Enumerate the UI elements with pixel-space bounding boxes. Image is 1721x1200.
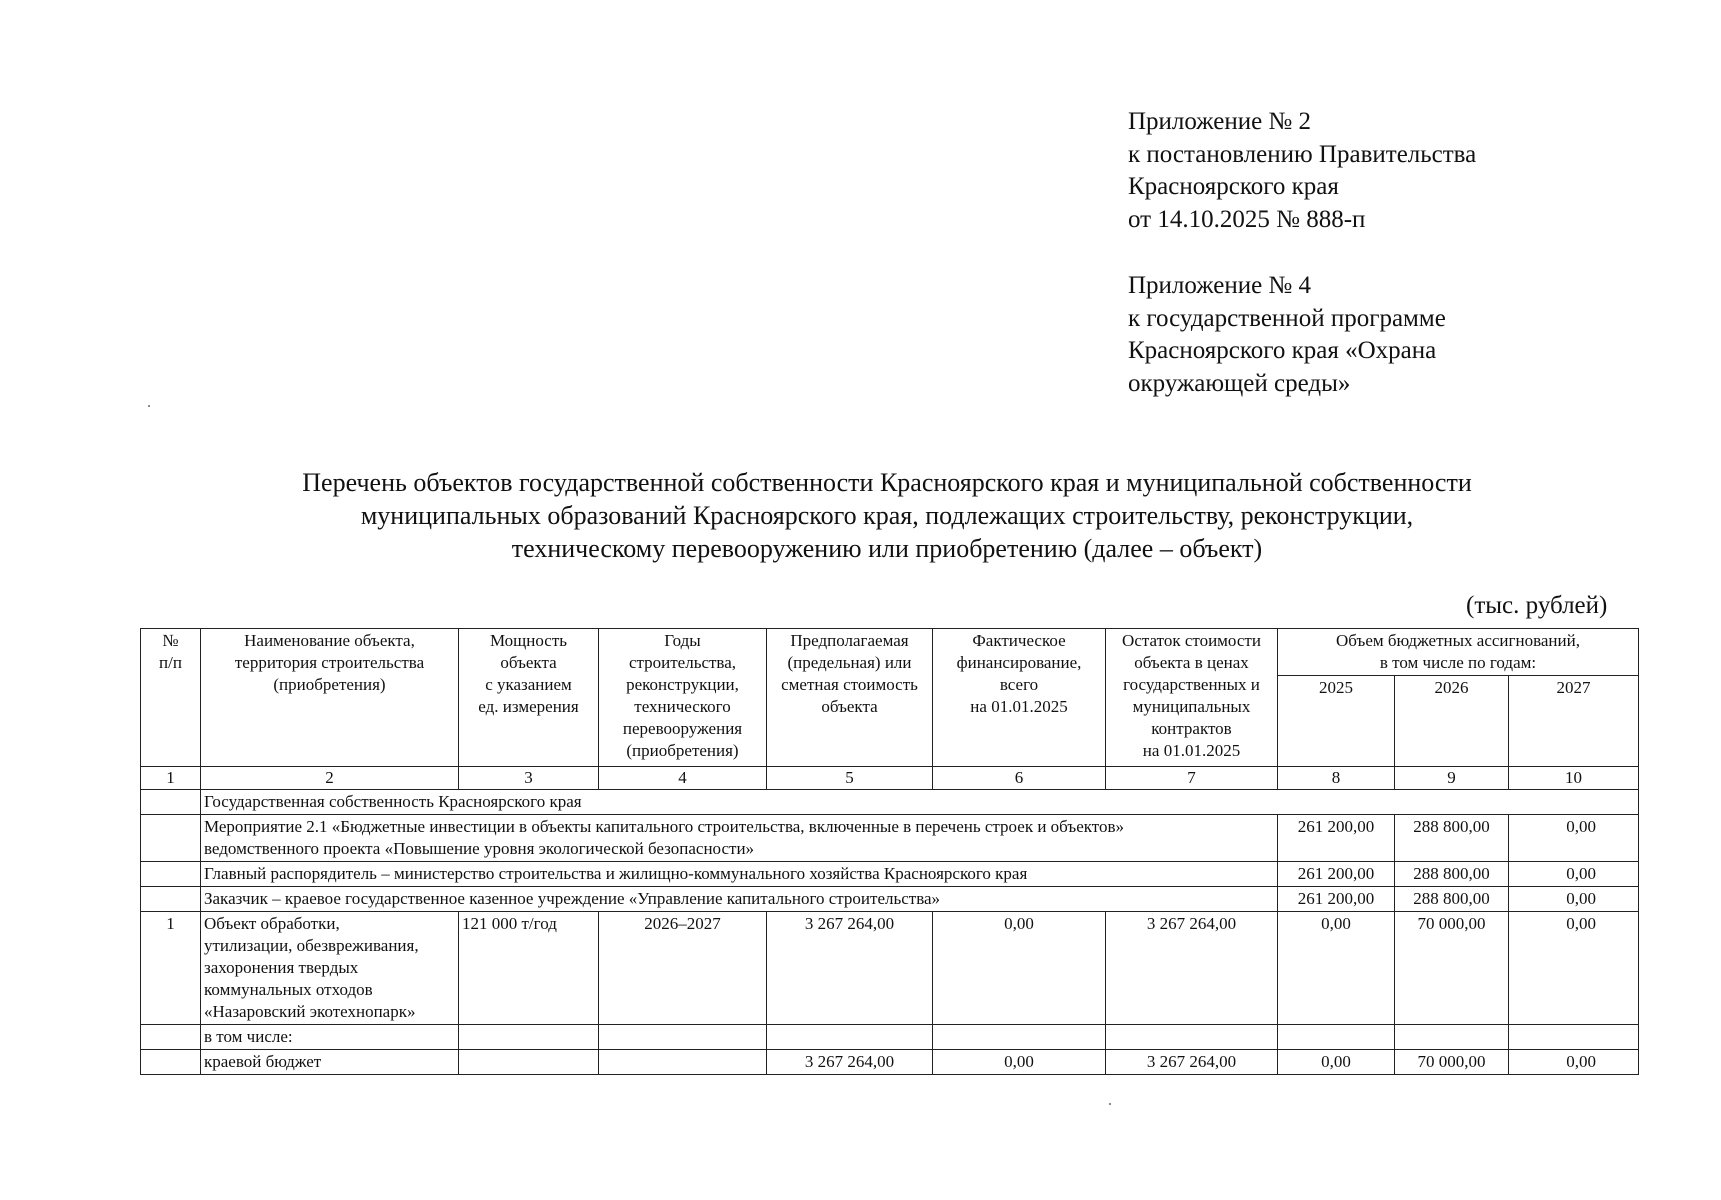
- object-row: [141, 912, 1639, 1025]
- appendix-4-line: Приложение № 4: [1128, 272, 1312, 299]
- header-line: Фактическое: [972, 631, 1066, 650]
- header-2025: 2025: [1278, 676, 1395, 767]
- regional-2025: 0,00: [1278, 1050, 1395, 1075]
- object-remaining: 3 267 264,00: [1106, 912, 1278, 1025]
- header-line: строительства,: [628, 653, 737, 672]
- header-line: с указанием: [485, 675, 572, 694]
- measure-2026: 288 800,00: [1395, 815, 1509, 862]
- header-line: перевооружения: [622, 719, 743, 738]
- chief-manager: Главный распорядитель – министерство строительства и жилищно-коммунального хозяйства Красноярского края: [201, 862, 1278, 887]
- object-name-line: утилизации, обезвреживания,: [204, 936, 419, 955]
- header-line: Годы: [664, 631, 701, 650]
- units-label: (тыс. рублей): [1466, 592, 1608, 619]
- manager-2026: 288 800,00: [1395, 862, 1509, 887]
- object-2025: 0,00: [1278, 912, 1395, 1025]
- manager-2025: 261 200,00: [1278, 862, 1395, 887]
- empty-cell: [141, 887, 201, 912]
- header-line: объекта в ценах: [1134, 653, 1249, 672]
- header-line: технического: [634, 697, 731, 716]
- empty-cell: [459, 1025, 599, 1050]
- header-line: объекта: [500, 653, 557, 672]
- column-number: 8: [1278, 767, 1395, 790]
- empty-cell: [1278, 1025, 1395, 1050]
- appendix-4-line: к государственной программе: [1128, 304, 1446, 332]
- object-name-line: Объект обработки,: [204, 914, 340, 933]
- header-line: в том числе по годам:: [1379, 653, 1537, 672]
- header-line: государственных и: [1123, 675, 1260, 694]
- header-cost: [767, 629, 933, 767]
- column-number: 2: [201, 767, 459, 790]
- appendix-2-block: [1128, 106, 1476, 236]
- regional-budget-row: [141, 1050, 1639, 1075]
- column-number: 4: [599, 767, 767, 790]
- column-number: 6: [933, 767, 1106, 790]
- object-2027: 0,00: [1509, 912, 1639, 1025]
- empty-cell: [141, 1025, 201, 1050]
- customer: Заказчик – краевое государственное казенное учреждение «Управление капитального строительства»: [201, 887, 1278, 912]
- header-line: Предполагаемая: [790, 631, 909, 650]
- measure-2027: 0,00: [1509, 815, 1639, 862]
- empty-cell: [1106, 1025, 1278, 1050]
- header-capacity: [459, 629, 599, 767]
- header-line: всего: [999, 675, 1039, 694]
- header-2026: 2026: [1395, 676, 1509, 767]
- empty-cell: [141, 815, 201, 862]
- including-row: [141, 1025, 1639, 1050]
- customer-2025: 261 200,00: [1278, 887, 1395, 912]
- header-line: контрактов: [1151, 719, 1232, 738]
- manager-2027: 0,00: [1509, 862, 1639, 887]
- header-years: [599, 629, 767, 767]
- header-line: сметная стоимость: [781, 675, 918, 694]
- regional-2026: 70 000,00: [1395, 1050, 1509, 1075]
- object-name: [201, 912, 459, 1025]
- header-financed: [933, 629, 1106, 767]
- measure-line: Мероприятие 2.1 «Бюджетные инвестиции в объекты капитального строительства, включенные в перечень строек и объектов»: [204, 817, 1125, 836]
- empty-cell: [141, 1050, 201, 1075]
- appendix-2-line: Приложение № 2: [1128, 108, 1312, 135]
- appendix-4-line: окружающей среды»: [1128, 369, 1351, 397]
- empty-cell: [1509, 1025, 1639, 1050]
- header-line: на 01.01.2025: [1142, 741, 1241, 760]
- header-line: на 01.01.2025: [970, 697, 1068, 716]
- column-number: 9: [1395, 767, 1509, 790]
- regional-financed: 0,00: [933, 1050, 1106, 1075]
- object-capacity: 121 000 т/год: [459, 912, 599, 1025]
- column-number: 3: [459, 767, 599, 790]
- section-row: [141, 790, 1639, 815]
- header-remaining: [1106, 629, 1278, 767]
- column-number: 7: [1106, 767, 1278, 790]
- customer-2026: 288 800,00: [1395, 887, 1509, 912]
- customer-2027: 0,00: [1509, 887, 1639, 912]
- header-2027: 2027: [1509, 676, 1639, 767]
- empty-cell: [459, 1050, 599, 1075]
- object-cost: 3 267 264,00: [767, 912, 933, 1025]
- empty-cell: [767, 1025, 933, 1050]
- header-line: территория строительства: [234, 653, 425, 672]
- including-label: в том числе:: [201, 1025, 459, 1050]
- object-2026: 70 000,00: [1395, 912, 1509, 1025]
- objects-table: [140, 628, 1639, 1075]
- column-number: 1: [141, 767, 201, 790]
- object-name-line: коммунальных отходов: [204, 980, 373, 999]
- customer-row: [141, 887, 1639, 912]
- header-num: [141, 629, 201, 767]
- object-name-line: «Назаровский экотехнопарк»: [204, 1002, 416, 1021]
- header-line: Объем бюджетных ассигнований,: [1336, 631, 1580, 650]
- header-line: муниципальных: [1132, 697, 1251, 716]
- header-name: [201, 629, 459, 767]
- header-line: №: [162, 631, 179, 650]
- empty-cell: [141, 862, 201, 887]
- title-line: Перечень объектов государственной собственности Красноярского края и муниципальной собственности: [302, 468, 1472, 497]
- object-years: 2026–2027: [599, 912, 767, 1025]
- empty-cell: [933, 1025, 1106, 1050]
- scan-speck: [148, 405, 150, 407]
- measure-2025: 261 200,00: [1278, 815, 1395, 862]
- regional-budget-label: краевой бюджет: [201, 1050, 459, 1075]
- measure-row: [141, 815, 1639, 862]
- object-financed: 0,00: [933, 912, 1106, 1025]
- header-line: ед. измерения: [478, 697, 579, 716]
- header-line: Наименование объекта,: [244, 631, 415, 650]
- appendix-4-line: Красноярского края «Охрана: [1128, 337, 1437, 364]
- scan-speck: [1109, 1103, 1111, 1105]
- manager-row: [141, 862, 1639, 887]
- header-line: (приобретения): [273, 675, 386, 694]
- title-line: муниципальных образований Красноярского края, подлежащих строительству, реконструкции,: [360, 501, 1414, 530]
- empty-cell: [599, 1050, 767, 1075]
- header-line: финансирование,: [956, 653, 1082, 672]
- header-line: реконструкции,: [626, 675, 739, 694]
- column-numbers-row: [141, 767, 1639, 790]
- appendix-2-line: к постановлению Правительства: [1128, 140, 1477, 168]
- regional-cost: 3 267 264,00: [767, 1050, 933, 1075]
- header-line: Мощность: [489, 631, 568, 650]
- regional-remaining: 3 267 264,00: [1106, 1050, 1278, 1075]
- regional-2027: 0,00: [1509, 1050, 1639, 1075]
- object-num: 1: [141, 912, 201, 1025]
- section-state-property: Государственная собственность Красноярского края: [201, 790, 1639, 815]
- object-name-line: захоронения твердых: [204, 958, 359, 977]
- header-line: объекта: [821, 697, 878, 716]
- column-number: 10: [1509, 767, 1639, 790]
- title-line: техническому перевооружению или приобретению (далее – объект): [511, 534, 1263, 563]
- empty-cell: [141, 790, 201, 815]
- header-line: (приобретения): [626, 741, 739, 760]
- measure-2-1: [201, 815, 1278, 862]
- measure-line: ведомственного проекта «Повышение уровня экологической безопасности»: [204, 839, 755, 858]
- appendix-4-block: [1128, 270, 1446, 400]
- appendix-2-line: от 14.10.2025 № 888-п: [1128, 205, 1366, 233]
- header-line: Остаток стоимости: [1122, 631, 1261, 650]
- header-budget-group: [1278, 629, 1639, 676]
- empty-cell: [1395, 1025, 1509, 1050]
- appendix-2-line: Красноярского края: [1128, 173, 1339, 200]
- empty-cell: [599, 1025, 767, 1050]
- column-number: 5: [767, 767, 933, 790]
- header-line: (предельная) или: [787, 653, 912, 672]
- header-line: п/п: [159, 653, 182, 672]
- document-title: [0, 466, 1721, 565]
- header-row: [141, 629, 1639, 676]
